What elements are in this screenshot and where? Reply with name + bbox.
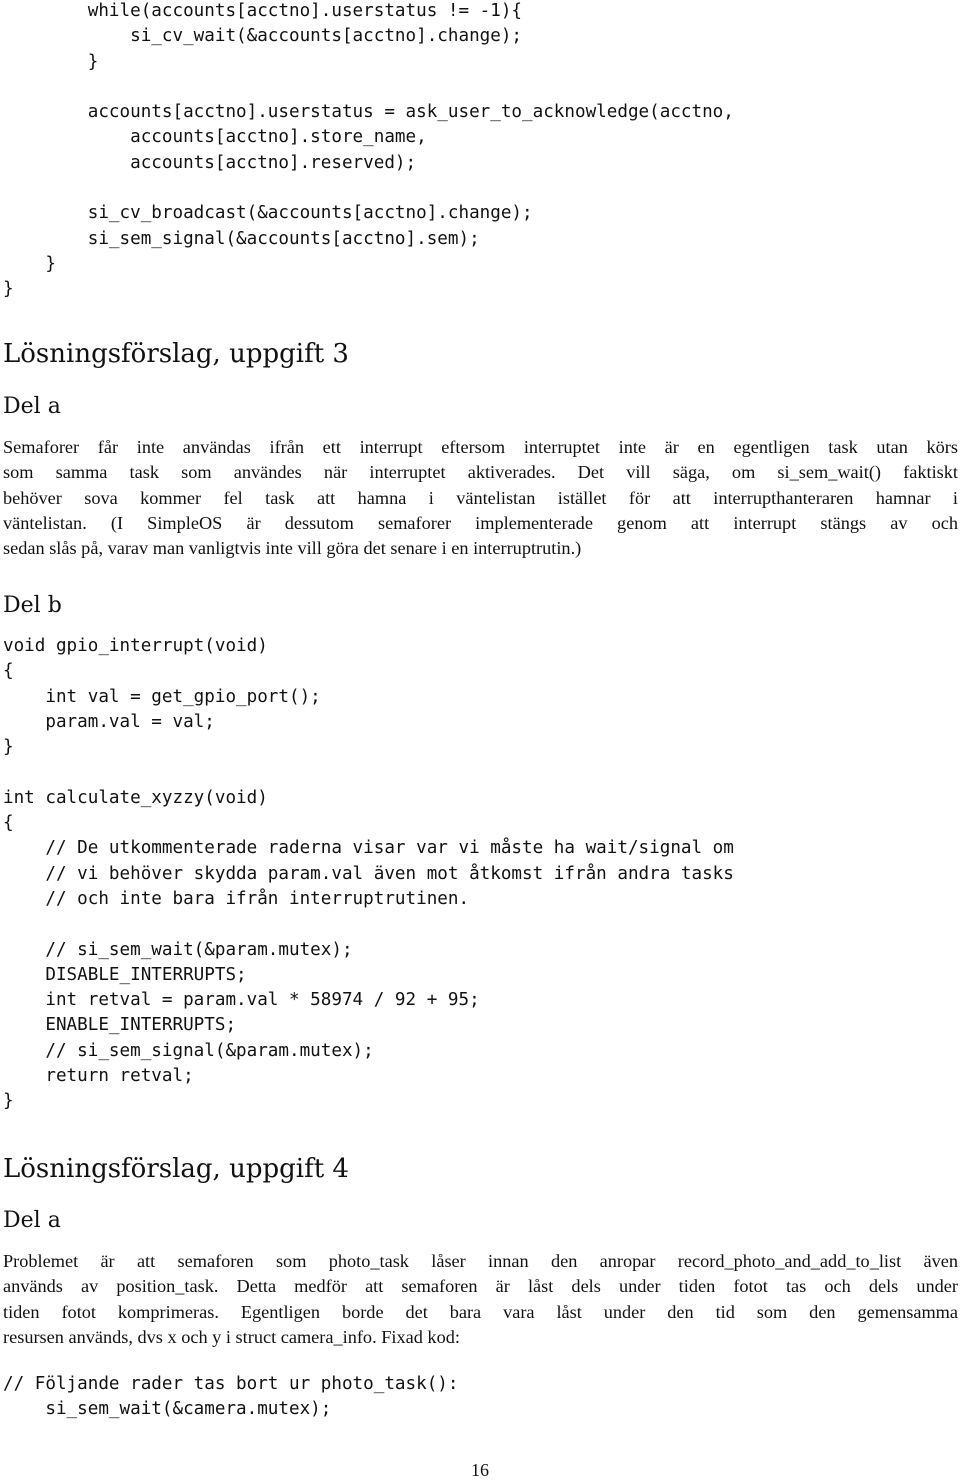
code-line: // si_sem_signal(&param.mutex);: [3, 1040, 374, 1061]
code-line: void gpio_interrupt(void): [3, 636, 268, 656]
code-line: // vi behöver skydda param.val även mot åtkomst ifrån andra tasks: [3, 863, 734, 884]
code-line: {: [3, 661, 14, 682]
section-4-del-a-heading: Del a: [3, 1208, 61, 1233]
code-line: [3, 75, 734, 100]
paragraph-line: Semaforer får inte användas ifrån ett interrupt eftersom interruptet inte är en egentligen task utan körs: [3, 437, 958, 457]
code-line: }: [3, 51, 99, 72]
section-3-del-a-heading: Del a: [3, 394, 61, 419]
code-line: {: [3, 813, 14, 834]
code-line: while(accounts[acctno].userstatus != -1){: [3, 1, 523, 21]
code-block-del-a-fix: [3, 1372, 458, 1423]
paragraph-line: tiden fotot komprimeras. Egentligen borde det bara vara låst under den tid som den gemensamma: [3, 1301, 958, 1322]
code-line: param.val = val;: [3, 711, 215, 732]
code-line: accounts[acctno].userstatus = ask_user_to_acknowledge(acctno,: [3, 102, 734, 123]
code-line: }: [3, 737, 14, 758]
code-line: [3, 912, 734, 937]
paragraph-line: behöver sova kommer fel task att hamna i väntelistan istället för att interrupthanteraren hamnar i: [3, 487, 958, 508]
section-3-heading: Lösningsförslag, uppgift 3: [3, 339, 349, 369]
code-line: [3, 760, 734, 785]
code-line: accounts[acctno].store_name,: [3, 127, 427, 148]
section-3-del-a-paragraph: [3, 435, 958, 561]
code-line: return retval;: [3, 1066, 194, 1087]
code-line: // si_sem_wait(&param.mutex);: [3, 939, 353, 960]
paragraph-line: som samma task som användes när interruptet aktiverades. Det vill säga, om si_sem_wait() faktiskt: [3, 462, 958, 483]
paragraph-line: resursen används, dvs x och y i struct camera_info. Fixad kod:: [3, 1326, 460, 1347]
code-line: si_sem_signal(&accounts[acctno].sem);: [3, 228, 480, 249]
code-line: }: [3, 253, 56, 274]
code-line: int val = get_gpio_port();: [3, 686, 321, 707]
code-line: int calculate_xyzzy(void): [3, 787, 268, 808]
code-line: }: [3, 279, 14, 300]
paragraph-line: används av position_task. Detta medför att semaforen är låst dels under tiden fotot tas och dels under: [3, 1276, 958, 1297]
code-line: int retval = param.val * 58974 / 92 + 95;: [3, 990, 480, 1011]
paragraph-line: väntelistan. (I SimpleOS är dessutom semaforer implementerade genom att interrupt stängs av och: [3, 512, 958, 533]
section-4-heading: Lösningsförslag, uppgift 4: [3, 1154, 349, 1184]
code-line: // Följande rader tas bort ur photo_task():: [3, 1374, 459, 1394]
section-4-del-a-paragraph: [3, 1249, 958, 1350]
code-block-del-b: [3, 634, 734, 1115]
code-line: si_cv_broadcast(&accounts[acctno].change);: [3, 203, 533, 224]
page-number: 16: [471, 1460, 489, 1480]
paragraph-line: sedan slås på, varav man vanligtvis inte vill göra det senare i en interruptrutin.): [3, 538, 582, 559]
code-line: // De utkommenterade raderna visar var vi måste ha wait/signal om: [3, 838, 734, 859]
code-line: si_cv_wait(&accounts[acctno].change);: [3, 26, 523, 47]
code-block-top: [3, 0, 734, 303]
paragraph-line: Problemet är att semaforen som photo_task låser innan den anropar record_photo_and_add_to_list även: [3, 1251, 958, 1271]
section-3-del-b-heading: Del b: [3, 593, 62, 618]
code-line: // och inte bara ifrån interruptrutinen.: [3, 888, 470, 909]
code-line: [3, 176, 734, 201]
code-line: }: [3, 1091, 14, 1112]
code-line: si_sem_wait(&camera.mutex);: [3, 1399, 332, 1420]
code-line: ENABLE_INTERRUPTS;: [3, 1015, 237, 1036]
code-line: accounts[acctno].reserved);: [3, 152, 417, 173]
code-line: DISABLE_INTERRUPTS;: [3, 964, 247, 985]
